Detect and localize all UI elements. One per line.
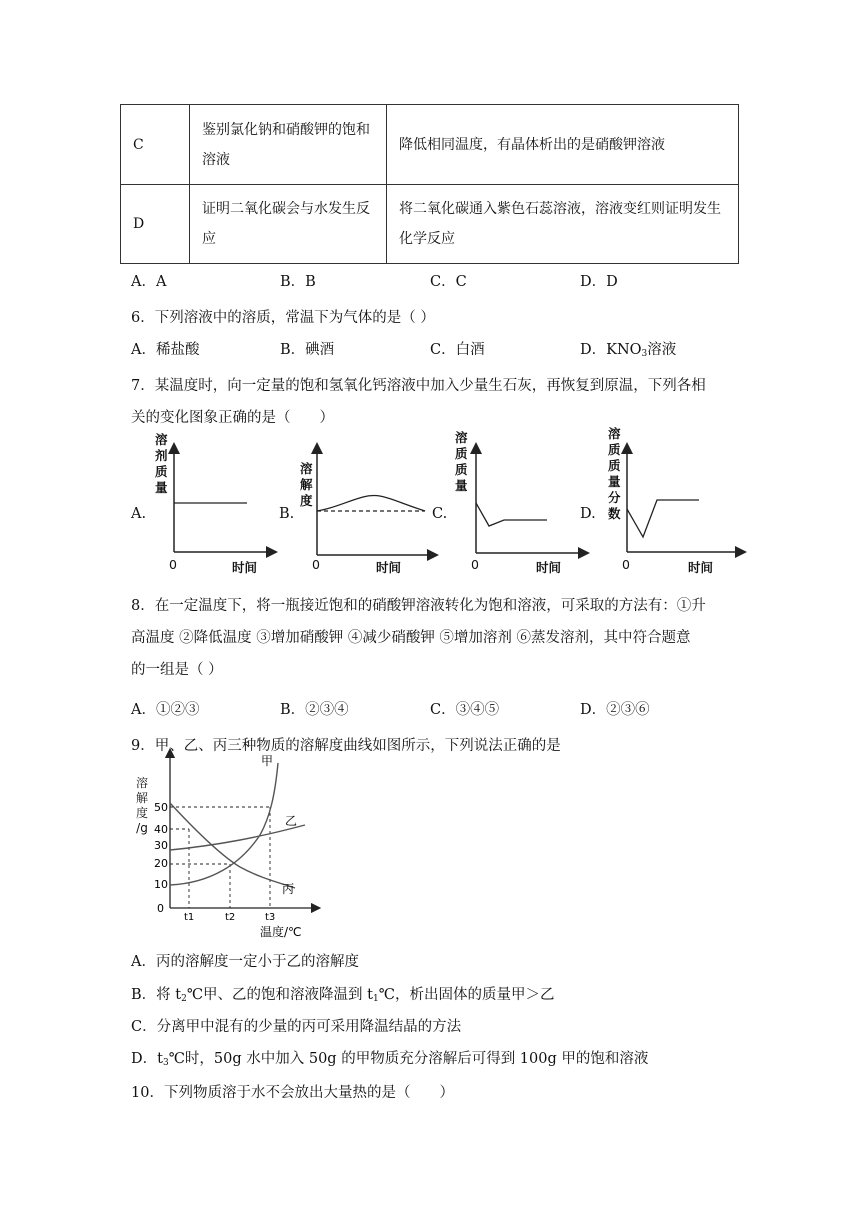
q6-option-b: B．碘酒	[280, 342, 335, 358]
q7-stem-line2: 关的变化图象正确的是（ ）	[131, 410, 334, 426]
q6-option-c: C．白酒	[430, 342, 485, 358]
q7d-ylabel: 溶 质 质 量 分 数	[608, 426, 621, 521]
table-row	[121, 105, 739, 185]
q10-stem: 10．下列物质溶于水不会放出大量热的是（ ）	[131, 1085, 454, 1101]
label-yi: 乙	[285, 814, 298, 828]
q8-stem-line2: 高温度 ②降低温度 ③增加硝酸钾 ④减少硝酸钾 ⑤增加溶剂 ⑥蒸发溶剂，其中符合题意	[131, 630, 691, 646]
q7c-ylabel: 溶 质 质 量	[455, 430, 468, 493]
q7b-ylabel: 溶 解 度	[300, 461, 313, 508]
q7c-xlabel: 时间	[536, 560, 562, 575]
q8-option-a: A．①②③	[131, 702, 200, 718]
q8-stem-line3: 的一组是（ ）	[131, 662, 223, 678]
q7-label-b: B.	[279, 506, 295, 522]
q9-option-a: A．丙的溶解度一定小于乙的溶解度	[131, 954, 359, 970]
q7-graph-d	[615, 440, 750, 580]
xtick-t3: t3	[265, 912, 276, 923]
q6-option-a: A．稀盐酸	[131, 342, 200, 358]
q7a-xlabel: 时间	[232, 560, 258, 575]
q8-option-b: B．②③④	[280, 702, 349, 718]
q7b-origin: 0	[312, 557, 320, 572]
q5-option-c: C．C	[430, 274, 467, 290]
q7d-origin: 0	[622, 557, 630, 572]
q8-stem-line1: 8．在一定温度下，将一瓶接近饱和的硝酸钾溶液转化为饱和溶液，可采取的方法有：①升	[131, 598, 706, 614]
xtick-t1: t1	[184, 912, 195, 923]
q5-option-a: A．A	[131, 274, 167, 290]
options-table	[120, 104, 739, 264]
curve-bing	[170, 803, 298, 888]
q5-option-b: B．B	[280, 274, 316, 290]
q6-option-d: D．$KNO_3$溶液	[580, 342, 677, 359]
ytick-0: 0	[157, 902, 164, 915]
ytick-50: 50	[154, 801, 168, 814]
table-row	[121, 185, 739, 264]
ytick-20: 20	[154, 857, 168, 870]
q7-label-d: D.	[580, 506, 596, 522]
q9-solubility-chart	[140, 745, 330, 945]
q5-option-d: D．D	[580, 274, 618, 290]
q9-option-b: B．将 $t_2℃$甲、乙的饱和溶液降温到 $t_1℃$，析出固体的质量甲＞乙	[131, 987, 555, 1004]
row-purpose: 证明二氧化碳会与水发生反应	[190, 185, 387, 264]
row-method: 将二氧化碳通入紫色石蕊溶液，溶液变红则证明发生化学反应	[387, 185, 739, 264]
q7-label-a: A.	[131, 506, 147, 522]
q9-option-d: D．$t_3℃$时，50g 水中加入 50g 的甲物质充分溶解后可得到 100g 甲的饱和溶液	[131, 1051, 649, 1068]
curve-jia	[170, 763, 278, 885]
q9-stem: 9．甲、乙、丙三种物质的溶解度曲线如图所示，下列说法正确的是	[131, 738, 561, 754]
q7d-xlabel: 时间	[688, 560, 714, 575]
row-label: C	[121, 105, 190, 185]
row-method: 降低相同温度，有晶体析出的是硝酸钾溶液	[387, 105, 739, 185]
q7a-ylabel: 溶 剂 质 量	[155, 432, 168, 495]
label-jia: 甲	[261, 754, 274, 768]
q7b-xlabel: 时间	[376, 560, 402, 575]
q7a-origin: 0	[169, 557, 177, 572]
xtick-t2: t2	[225, 912, 236, 923]
label-bing: 丙	[282, 882, 295, 896]
q7-graph-a	[160, 440, 285, 580]
q7-graph-b	[305, 440, 440, 580]
q8-option-d: D．②③⑥	[580, 702, 650, 718]
x-axis-label: 温度/℃	[260, 925, 302, 939]
q7-stem-line1: 7．某温度时，向一定量的饱和氢氧化钙溶液中加入少量生石灰，再恢复到原温，下列各相	[131, 378, 706, 394]
q8-option-c: C．③④⑤	[430, 702, 500, 718]
row-purpose: 鉴别氯化钠和硝酸钾的饱和溶液	[190, 105, 387, 185]
q7c-origin: 0	[471, 557, 479, 572]
ytick-40: 40	[154, 823, 168, 836]
q7-label-c: C.	[432, 506, 448, 522]
ytick-30: 30	[154, 839, 168, 852]
q9-chart-ylabel: 溶 解 度 /g	[136, 776, 149, 835]
q6-stem: 6．下列溶液中的溶质，常温下为气体的是（ ）	[131, 310, 435, 326]
q9-option-c: C．分离甲中混有的少量的丙可采用降温结晶的方法	[131, 1019, 462, 1035]
row-label: D	[121, 185, 190, 264]
ytick-10: 10	[154, 878, 168, 891]
curve-yi	[170, 825, 305, 850]
q7-graph-c	[462, 440, 592, 580]
